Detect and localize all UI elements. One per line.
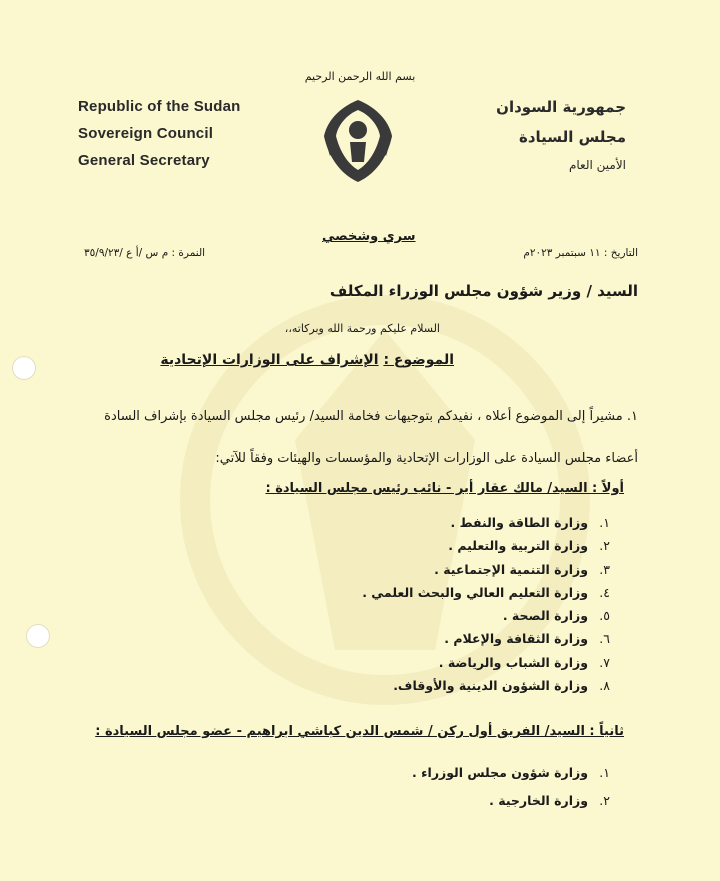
section-2-heading: ثانياً : السيد/ الفريق أول ركن / شمس الدين كباشي ابراهيم - عضو مجلس السيادة : xyxy=(95,724,624,739)
list-item: ٧.وزارة الشباب والرياضة . xyxy=(438,654,610,670)
punch-hole-top xyxy=(12,356,36,380)
list-item: ٤.وزارة التعليم العالي والبحث العلمي . xyxy=(362,584,610,600)
section-1-list xyxy=(362,511,610,697)
reference-number: النمرة : م س /أ ع /٣٥/٩/٢٣ xyxy=(84,247,206,259)
classification-stamp: سري وشخصي xyxy=(322,229,416,244)
list-item: ٨.وزارة الشؤون الدينية والأوقاف. xyxy=(393,678,610,694)
date-line: التاريخ : ١١ سبتمبر ٢٠٢٣م xyxy=(523,247,638,259)
letterhead-en-line-2: Sovereign Council xyxy=(78,125,214,142)
subject-text: الإشراف على الوزارات الإتحادية xyxy=(160,352,379,368)
section-2-list xyxy=(412,759,610,815)
greeting: السلام عليكم ورحمة الله وبركاته،، xyxy=(284,322,440,335)
list-item: ٥.وزارة الصحة . xyxy=(502,608,610,624)
english-letterhead xyxy=(78,98,241,179)
arabic-letterhead xyxy=(496,98,626,172)
section-1-heading: أولاً : السيد/ مالك عقار أير - نائب رئيس مجلس السيادة : xyxy=(265,481,624,496)
list-item: ١.وزارة الطاقة والنفط . xyxy=(450,515,610,530)
letterhead-ar-line-3: الأمين العام xyxy=(568,158,626,172)
list-item: ٣.وزارة التنمية الإجتماعية . xyxy=(434,561,610,577)
subject-line xyxy=(160,352,454,368)
list-item: ٢.وزارة التربية والتعليم . xyxy=(448,538,610,554)
list-item: ٦.وزارة الثقافة والإعلام . xyxy=(444,631,610,647)
basmala: بسم الله الرحمن الرحيم xyxy=(304,70,416,83)
list-item: ٢.وزارة الخارجية . xyxy=(489,793,610,808)
letterhead-en-line-3: General Secretary xyxy=(78,152,210,169)
body-paragraph: ١. مشيراً إلى الموضوع أعلاه ، نفيدكم بتوجيهات فخامة السيد/ رئيس مجلس السيادة بإشراف السادة أعضاء مجلس السيادة على الوزارات الإتحادية والمؤسسات والهيئات وفقاً للآتي: xyxy=(104,409,638,466)
list-item: ١.وزارة شؤون مجلس الوزراء . xyxy=(412,765,610,780)
letterhead-ar-line-1: جمهورية السودان xyxy=(496,98,626,116)
letterhead-en-line-1: Republic of the Sudan xyxy=(78,98,241,115)
letterhead-ar-line-2: مجلس السيادة xyxy=(519,128,626,146)
sudan-secretary-bird-emblem-icon xyxy=(318,96,398,184)
subject-label: الموضوع : xyxy=(383,352,454,368)
punch-hole-bottom xyxy=(26,624,50,648)
addressee: السيد / وزير شؤون مجلس الوزراء المكلف xyxy=(329,282,638,300)
